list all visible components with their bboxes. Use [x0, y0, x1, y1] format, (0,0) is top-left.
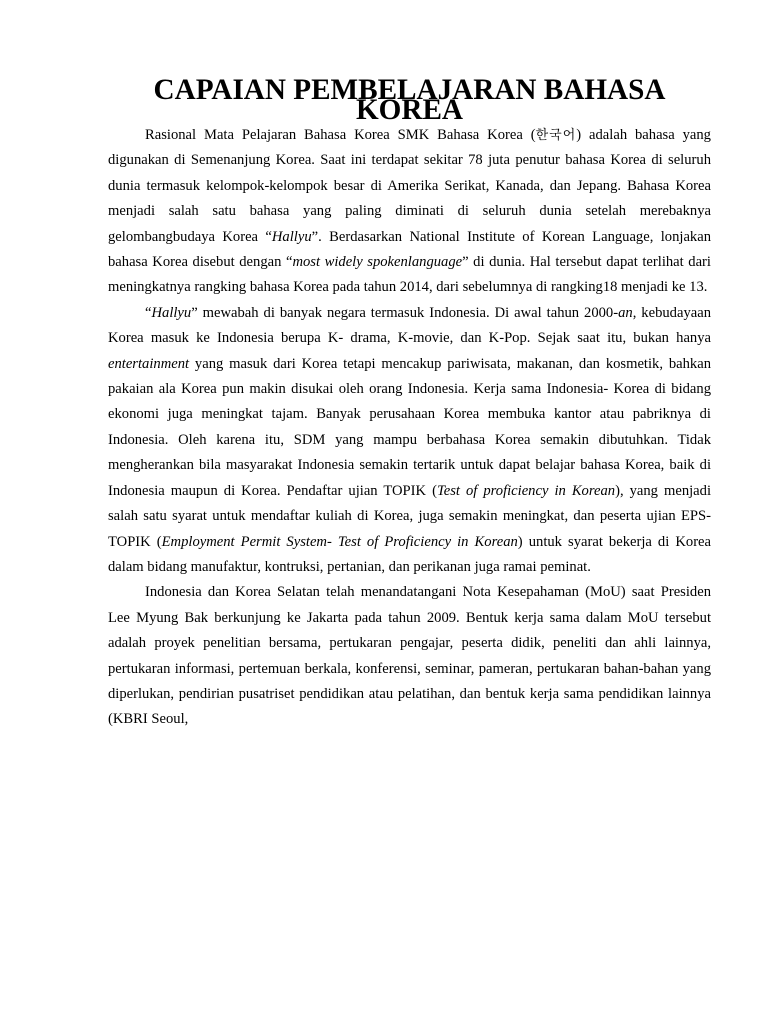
italic-term: most widely spokenlanguage: [292, 254, 463, 271]
document-title: CAPAIAN PEMBELAJARAN BAHASA KOREA: [153, 74, 666, 126]
text-run: “: [145, 304, 152, 321]
italic-term: Test of proficiency in Korean: [436, 482, 616, 499]
paragraph-rasional: [108, 123, 711, 301]
italic-term: entertainment: [108, 355, 190, 372]
text-run: ” di dunia. Hal tersebut dapat terlihat dari meningkatnya rangking bahasa Korea pada tahun 2014, dari sebelumnya di rangking18 menjadi ke 13.: [108, 254, 711, 296]
paragraph-mou: [108, 580, 711, 732]
document-page: [108, 74, 712, 733]
italic-term: Hallyu: [271, 228, 312, 245]
text-run: ), yang menjadi salah satu syarat untuk mendaftar kuliah di Korea, juga semakin meningkat, dan peserta ujian EPS-TOPIK (: [108, 482, 712, 550]
hangul-text: 한국어: [535, 128, 577, 143]
text-run: ”. Berdasarkan National Institute of Korean Language, lonjakan bahasa Korea disebut dengan “: [108, 228, 711, 271]
text-run: ) adalah bahasa yang digunakan di Semenanjung Korea. Saat ini terdapat sekitar 78 juta penutur bahasa Korea di seluruh dunia termasuk kelompok-kelompok besar di Amerika Serikat, Kanada, dan Jepang. Bahasa Korea menjadi salah satu bahasa yang paling diminati di seluruh dunia setelah merebaknya gelombangbudaya Korea “: [108, 127, 711, 245]
italic-term: Hallyu: [151, 304, 192, 321]
text-run: Rasional Mata Pelajaran Bahasa Korea SMK Bahasa Korea (: [145, 127, 536, 143]
italic-term: Employment Permit System- Test of Proficiency in Korean: [161, 533, 518, 550]
text-run: ” mewabah di banyak negara termasuk Indonesia. Di awal tahun 2000-: [191, 304, 619, 321]
text-run: Indonesia dan Korea Selatan telah menandatangani Nota Kesepahaman (MoU) saat Presiden Lee Myung Bak berkunjung ke Jakarta pada tahun 2009. Bentuk kerja sama dalam MoU tersebut adalah proyek penelitian bersama, pertukaran pengajar, peserta didik, peneliti dan ahli lainnya, pertukaran informasi, pertemuan berkala, konferensi, seminar, pameran, pertukaran bahan-bahan yang diperlukan, pendirian pusatriset pendidikan atau pelatihan, dan bentuk kerja sama pendidikan lainnya (KBRI Seoul,: [108, 584, 711, 728]
text-run: yang masuk dari Korea tetapi mencakup pariwisata, makanan, dan kosmetik, bahkan pakaian ala Korea pun makin disukai oleh orang Indonesia. Kerja sama Indonesia- Korea di bidang ekonomi juga meningkat tajam. Banyak perusahaan Korea membuka kantor atau pabriknya di Indonesia. Oleh karena itu, SDM yang mampu berbahasa Korea semakin dibutuhkan. Tidak mengherankan bila masyarakat Indonesia semakin tertarik untuk dapat belajar bahasa Korea, baik di Indonesia maupun di Korea. Pendaftar ujian TOPIK (: [108, 355, 711, 499]
paragraph-hallyu: [108, 301, 711, 580]
text-run: , kebudayaan Korea masuk ke Indonesia berupa K- drama, K-movie, dan K-Pop. Sejak saat itu, bukan hanya: [108, 304, 711, 347]
text-run: ) untuk syarat bekerja di Korea dalam bidang manufaktur, kontruksi, pertanian, dan perikanan juga ramai peminat.: [108, 533, 712, 575]
italic-term: an: [618, 304, 633, 321]
